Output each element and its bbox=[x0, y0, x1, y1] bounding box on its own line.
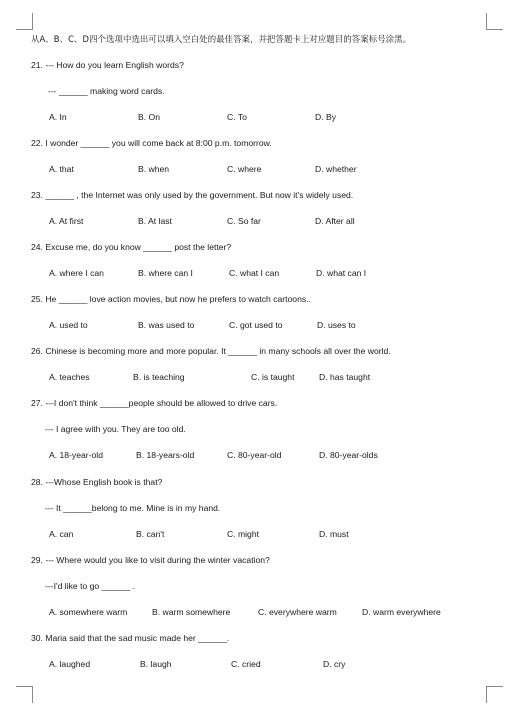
question-23-option-a[interactable]: A. At first bbox=[49, 216, 84, 226]
question-21-option-b[interactable]: B. On bbox=[138, 112, 160, 122]
question-21-option-c[interactable]: C. To bbox=[227, 112, 247, 122]
question-28-option-c[interactable]: C. might bbox=[227, 529, 259, 539]
question-27-option-b[interactable]: B. 18-years-old bbox=[136, 450, 195, 460]
question-25-option-c[interactable]: C. got used to bbox=[229, 320, 283, 330]
question-25-option-a[interactable]: A. used to bbox=[49, 320, 88, 330]
question-26-stem: 26. Chinese is becoming more and more popular. It ______ in many schools all over the world. bbox=[31, 346, 391, 356]
question-27-dialogue: --- I agree with you. They are too old. bbox=[45, 424, 186, 434]
question-22-stem: 22. I wonder ______ you will come back at 8:00 p.m. tomorrow. bbox=[31, 138, 272, 148]
question-28-option-a[interactable]: A. can bbox=[49, 529, 74, 539]
question-26-option-c[interactable]: C. is taught bbox=[251, 372, 295, 382]
question-21-dialogue: --- ______ making word cards. bbox=[48, 86, 165, 96]
question-22-option-d[interactable]: D. whether bbox=[315, 164, 357, 174]
question-27-stem: 27. ---I don't think ______people should be allowed to drive cars. bbox=[31, 398, 278, 408]
question-23-option-c[interactable]: C. So far bbox=[227, 216, 261, 226]
question-30-stem: 30. Maria said that the sad music made her ______. bbox=[31, 633, 230, 643]
question-28-dialogue: --- It ______belong to me. Mine is in my hand. bbox=[45, 503, 221, 513]
question-29-option-c[interactable]: C. everywhere warm bbox=[258, 607, 337, 617]
question-30-option-d[interactable]: D. cry bbox=[323, 659, 346, 669]
question-24-option-a[interactable]: A. where I can bbox=[49, 268, 104, 278]
question-27-option-a[interactable]: A. 18-year-old bbox=[49, 450, 103, 460]
question-22-option-a[interactable]: A. that bbox=[49, 164, 74, 174]
question-28-option-b[interactable]: B. can't bbox=[136, 529, 165, 539]
question-25-stem: 25. He ______ love action movies, but now he prefers to watch cartoons.. bbox=[31, 294, 311, 304]
instruction-text: 从A、B、C、D四个选项中选出可以填入空白处的最佳答案，并把答题卡上对应题目的答案标号涂黑。 bbox=[31, 34, 412, 44]
question-23-option-d[interactable]: D. After all bbox=[315, 216, 355, 226]
question-29-option-b[interactable]: B. warm somewhere bbox=[152, 607, 231, 617]
question-24-stem: 24. Excuse me, do you know ______ post the letter? bbox=[31, 242, 232, 252]
question-23-option-b[interactable]: B. At last bbox=[138, 216, 172, 226]
question-30-option-a[interactable]: A. laughed bbox=[49, 659, 91, 669]
question-22-option-b[interactable]: B. when bbox=[138, 164, 170, 174]
question-29-option-a[interactable]: A. somewhere warm bbox=[49, 607, 128, 617]
question-29-stem: 29. --- Where would you like to visit during the winter vacation? bbox=[31, 555, 270, 565]
question-21-option-a[interactable]: A. In bbox=[49, 112, 67, 122]
question-29-option-d[interactable]: D. warm everywhere bbox=[362, 607, 441, 617]
question-28-stem: 28. ---Whose English book is that? bbox=[31, 477, 163, 487]
question-30-option-b[interactable]: B. laugh bbox=[140, 659, 172, 669]
question-26-option-b[interactable]: B. is teaching bbox=[133, 372, 185, 382]
question-24-option-d[interactable]: D. what can I bbox=[316, 268, 367, 278]
question-22-option-c[interactable]: C. where bbox=[227, 164, 262, 174]
question-23-stem: 23. ______ , the Internet was only used by the government. But now it's widely used. bbox=[31, 190, 354, 200]
question-26-option-a[interactable]: A. teaches bbox=[49, 372, 90, 382]
question-26-option-d[interactable]: D. has taught bbox=[319, 372, 371, 382]
question-27-option-c[interactable]: C. 80-year-old bbox=[227, 450, 282, 460]
question-21-option-d[interactable]: D. By bbox=[315, 112, 337, 122]
question-21-stem: 21. --- How do you learn English words? bbox=[31, 60, 184, 70]
question-24-option-b[interactable]: B. where can I bbox=[138, 268, 193, 278]
question-29-dialogue: ---I'd like to go ______ . bbox=[45, 581, 136, 591]
question-30-option-c[interactable]: C. cried bbox=[231, 659, 261, 669]
question-25-option-d[interactable]: D. uses to bbox=[317, 320, 356, 330]
question-25-option-b[interactable]: B. was used to bbox=[138, 320, 195, 330]
question-28-option-d[interactable]: D. must bbox=[319, 529, 349, 539]
question-27-option-d[interactable]: D. 80-year-olds bbox=[319, 450, 378, 460]
question-24-option-c[interactable]: C. what I can bbox=[229, 268, 280, 278]
